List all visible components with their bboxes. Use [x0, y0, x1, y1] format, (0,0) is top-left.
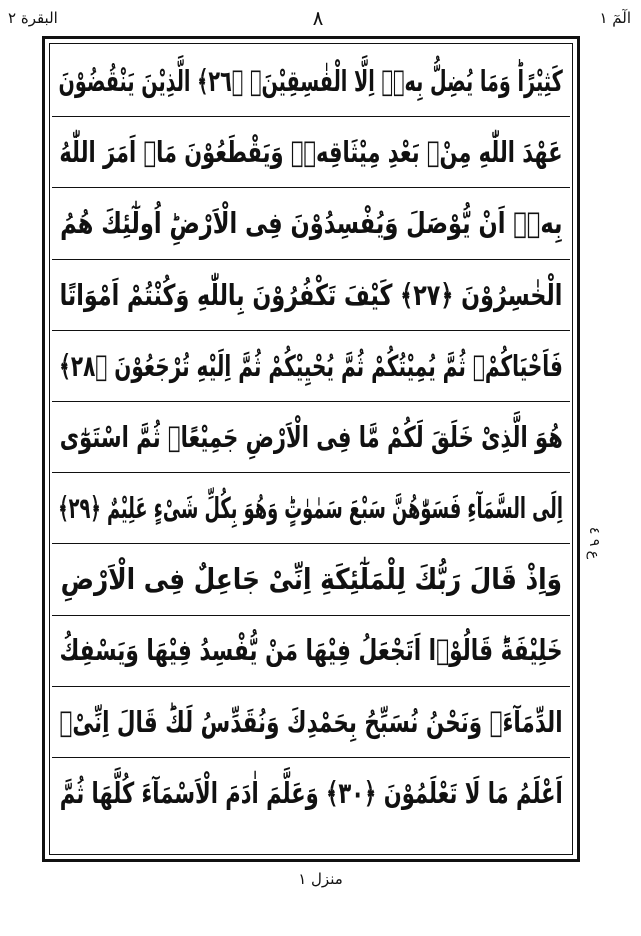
verse-text: خَلِيْفَةًؕ قَالُوْۤا اَتَجْعَلُ فِيْهَا مَنْ يُّفْسِدُ فِيْهَا وَيَسْفِكُ: [59, 633, 563, 668]
text-line: [52, 188, 570, 259]
juz-name-header: الٓمٓ ١: [599, 9, 631, 27]
verse-text: فَاَحْيَاكُمْۚ ثُمَّ يُمِيْتُكُمْ ثُمَّ يُحْيِيْكُمْ ثُمَّ اِلَيْهِ تُرْجَعُوْنَ ﴿٢٨﴾: [59, 348, 563, 383]
text-block: [52, 46, 570, 852]
text-line: [52, 687, 570, 758]
text-line: [52, 544, 570, 615]
verse-text: اِلَى السَّمَآءِ فَسَوّٰهُنَّ سَبْعَ سَمٰوٰتٍؕ وَهُوَ بِكُلِّ شَىْءٍ عَلِيْمٌ ﴿٢٩﴾: [58, 491, 564, 526]
text-line: [52, 758, 570, 829]
manzil-footer: منزل ١: [298, 870, 343, 888]
text-line: [52, 616, 570, 687]
verse-text: عَهْدَ اللّٰهِ مِنْۢ بَعْدِ مِيْثَاقِهٖ۪ وَيَقْطَعُوْنَ مَاۤ اَمَرَ اللّٰهُ: [59, 135, 563, 170]
text-line: [52, 117, 570, 188]
ruku-marker-text: ع ٩ ٤: [586, 526, 603, 560]
verse-text: الْخٰسِرُوْنَ ﴿٢٧﴾ كَيْفَ تَكْفُرُوْنَ بِاللّٰهِ وَكُنْتُمْ اَمْوَاتًا: [59, 277, 563, 312]
text-line: [52, 473, 570, 544]
text-line: [52, 402, 570, 473]
verse-text: اَعْلَمُ مَا لَا تَعْلَمُوْنَ ﴿٣٠﴾ وَعَلَّمَ اٰدَمَ الْاَسْمَآءَ كُلَّهَا ثُمَّ: [59, 776, 563, 811]
verse-text: وَاِذْ قَالَ رَبُّكَ لِلْمَلٰٓئِكَةِ اِنِّىْ جَاعِلٌ فِى الْاَرْضِ: [60, 562, 562, 597]
text-line: [52, 46, 570, 117]
ruku-marker: [583, 508, 605, 578]
text-line: [52, 331, 570, 402]
text-line: [52, 260, 570, 331]
verse-text: هُوَ الَّذِىْ خَلَقَ لَكُمْ مَّا فِى الْاَرْضِ جَمِيْعًاۗ ثُمَّ اسْتَوٰٓى: [59, 419, 563, 454]
verse-text: كَثِيْرًاؕ وَمَا يُضِلُّ بِهٖۤ اِلَّا الْفٰسِقِيْنَۙ ﴿٢٦﴾ الَّذِيْنَ يَنْقُضُوْنَ: [58, 63, 564, 98]
verse-text: الدِّمَآءَۚ وَنَحْنُ نُسَبِّحُ بِحَمْدِكَ وَنُقَدِّسُ لَكَؕ قَالَ اِنِّىْۤ: [59, 704, 563, 739]
verse-text: بِهٖۤ اَنْ يُّوْصَلَ وَيُفْسِدُوْنَ فِى الْاَرْضِؕ اُولٰٓئِكَ هُمُ: [59, 206, 563, 241]
page-number: ٨: [312, 6, 324, 30]
surah-name-header: البقرة ٢: [8, 9, 58, 27]
page-border: [42, 36, 580, 862]
